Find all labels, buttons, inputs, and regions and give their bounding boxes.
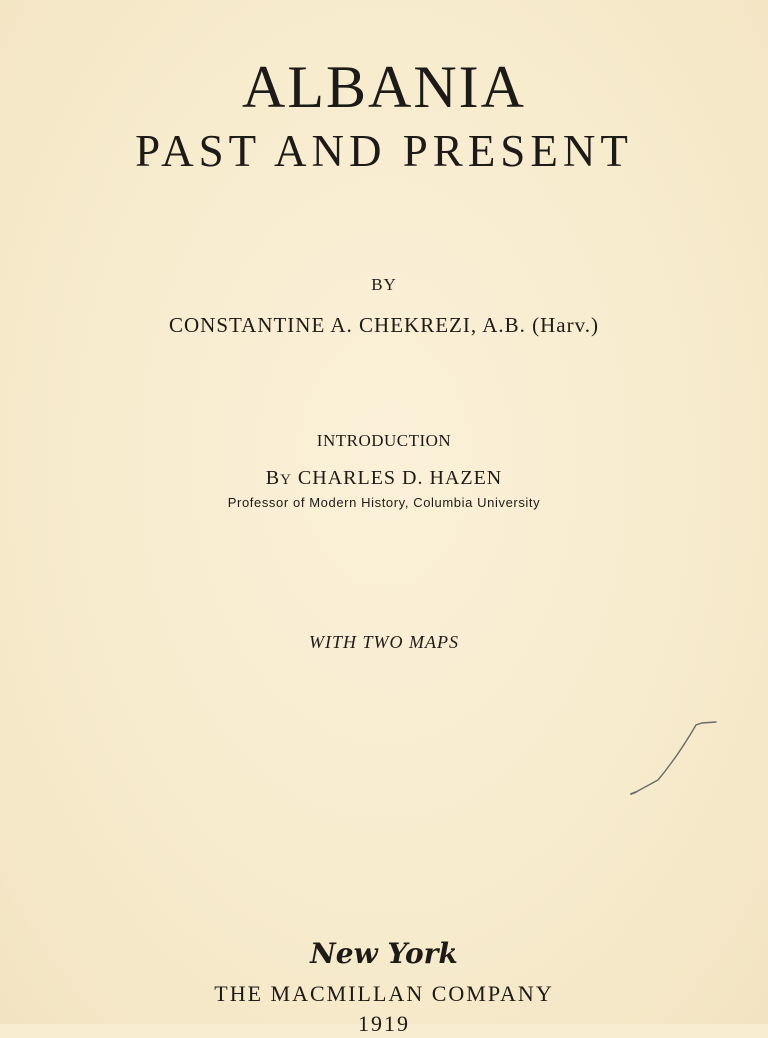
pencil-mark: [628, 716, 724, 798]
introduction-label: INTRODUCTION: [316, 431, 452, 450]
publisher-name: THE MACMILLAN COMPANY: [214, 981, 554, 1006]
book-title: ALBANIA: [242, 54, 526, 120]
by-word-initial: B: [265, 467, 281, 489]
publication-year: 1919: [358, 1011, 410, 1036]
introduction-author-affiliation: Professor of Modern History, Columbia University: [227, 495, 541, 510]
introduction-author: CHARLES D. HAZEN: [297, 467, 503, 489]
introduction-author-line: [0, 465, 768, 493]
publication-place: New York: [310, 937, 458, 970]
by-line: BY: [371, 275, 397, 294]
by-word-rest: Y: [280, 472, 292, 488]
author-name: CONSTANTINE A. CHEKREZI, A.B. (Harv.): [168, 313, 599, 337]
pencil-stroke: [636, 722, 716, 792]
book-subtitle: PAST AND PRESENT: [135, 126, 633, 176]
pencil-stroke-end: [631, 792, 636, 794]
maps-note: WITH TWO MAPS: [309, 632, 459, 652]
